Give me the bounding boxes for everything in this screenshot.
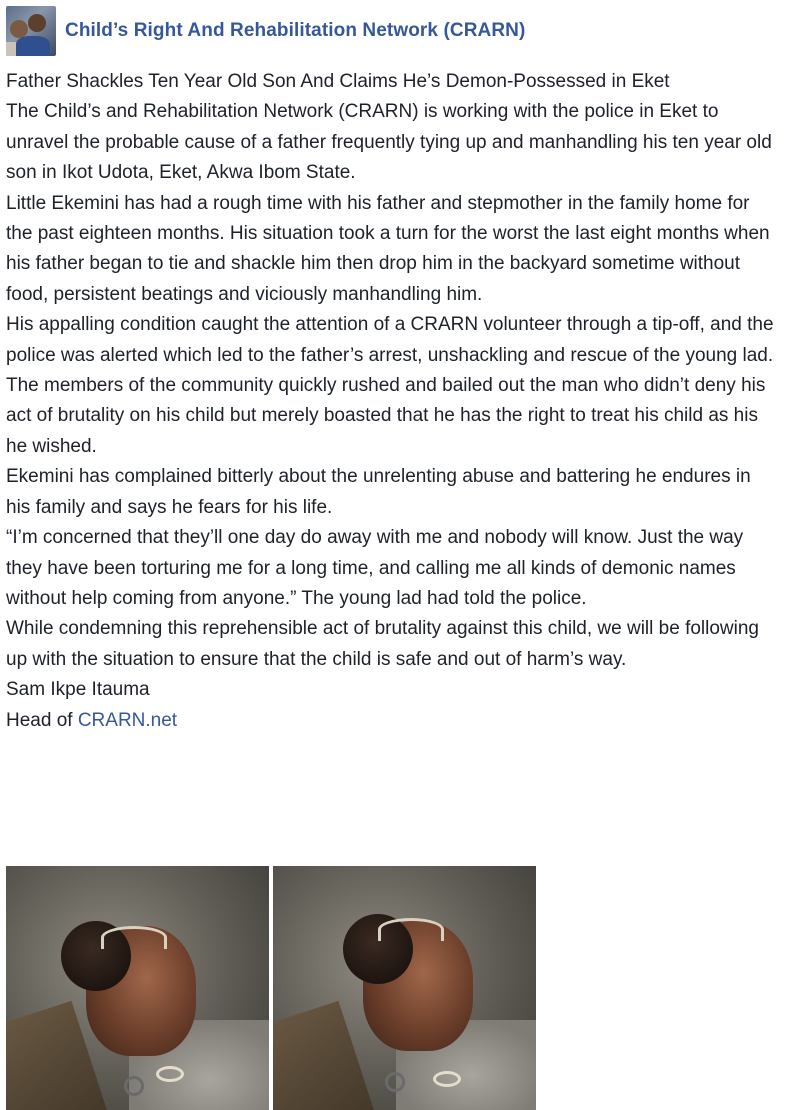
crarn-link[interactable]: CRARN.net <box>77 709 178 731</box>
post-paragraph: Little Ekemini has had a rough time with his father and stepmother in the family home for the past eighteen months. His situation took a turn for the worst the last eight months when his father began to tie and shackle him then drop him in the backyard sometime without food, persistent beatings and viciously manhandling him. <box>6 192 770 305</box>
post-title: Father Shackles Ten Year Old Son And Claims He’s Demon-Possessed in Eket <box>6 71 670 92</box>
signature-name: Sam Ikpe Itauma <box>6 679 150 701</box>
post-photo-1[interactable] <box>6 866 269 1110</box>
signature-title <box>6 706 776 736</box>
post-paragraph: Ekemini has complained bitterly about the unrelenting abuse and battering he endures in his family and says he fears for his life. <box>6 466 751 518</box>
post-body <box>6 67 776 736</box>
post-paragraph: His appalling condition caught the attention of a CRARN volunteer through a tip-off, and the police was alerted which led to the father’s arrest, unshackling and rescue of the young lad. <box>6 314 774 366</box>
page-avatar[interactable] <box>6 6 56 56</box>
post-paragraph: The members of the community quickly rushed and bailed out the man who didn’t deny his act of brutality on his child but merely boasted that he has the right to treat his child as his he wished. <box>6 375 766 457</box>
post-photos <box>6 866 536 1110</box>
post-paragraph: The Child’s and Rehabilitation Network (CRARN) is working with the police in Eket to unravel the probable cause of a father frequently tying up and manhandling his ten year old son in Ikot Udota, Eket, Akwa Ibom State. <box>6 101 772 184</box>
post-quote: “I’m concerned that they’ll one day do away with me and nobody will know. Just the way they have been torturing me for a long time, and calling me all kinds of demonic names without help coming from anyone.” The young lad had told the police. <box>6 527 744 609</box>
post-photo-2[interactable] <box>273 866 536 1110</box>
page-name-link[interactable]: Child’s Right And Rehabilitation Network (CRARN) <box>65 20 526 41</box>
post-header <box>6 6 525 56</box>
post-paragraph: While condemning this reprehensible act of brutality against this child, we will be following up with the situation to ensure that the child is safe and out of harm’s way. <box>6 618 759 670</box>
signature-prefix: Head of <box>6 709 78 731</box>
